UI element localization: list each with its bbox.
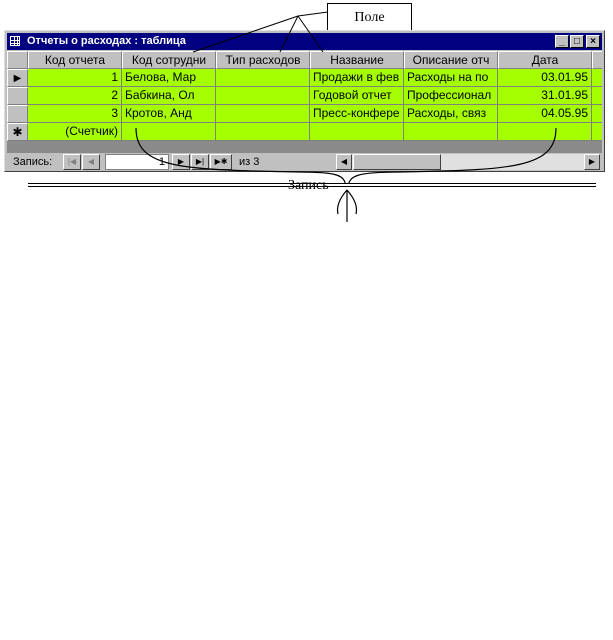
cell-date[interactable]: 04.05.95 bbox=[498, 105, 592, 123]
datasheet-window bbox=[4, 30, 605, 172]
horizontal-scrollbar[interactable] bbox=[336, 154, 600, 170]
corner-selector[interactable] bbox=[7, 51, 28, 69]
window-title: Отчеты о расходах : таблица bbox=[27, 35, 186, 47]
table-icon bbox=[10, 36, 20, 46]
record-label: Запись: bbox=[13, 156, 53, 168]
current-record-input[interactable]: 1 bbox=[105, 154, 169, 170]
row-selector[interactable] bbox=[7, 87, 28, 105]
column-header-description[interactable]: Описание отч bbox=[404, 51, 498, 69]
column-header-overflow bbox=[592, 51, 602, 69]
cell-report-id-autonumber[interactable]: (Счетчик) bbox=[28, 123, 122, 141]
cell-name[interactable] bbox=[310, 123, 404, 141]
minimize-button[interactable]: _ bbox=[555, 35, 569, 48]
cell-date[interactable]: 03.01.95 bbox=[498, 69, 592, 87]
cell-overflow bbox=[592, 105, 602, 123]
datasheet-grid bbox=[7, 51, 602, 153]
record-count bbox=[239, 156, 259, 168]
scroll-left-button[interactable]: ◀ bbox=[336, 154, 352, 170]
record-brace-tail bbox=[347, 190, 357, 214]
scroll-right-button[interactable]: ▶ bbox=[584, 154, 600, 170]
cell-description[interactable]: Расходы на по bbox=[404, 69, 498, 87]
cell-description[interactable]: Профессионал bbox=[404, 87, 498, 105]
scrollbar-thumb[interactable] bbox=[353, 154, 441, 170]
cell-description[interactable] bbox=[404, 123, 498, 141]
record-callout-label: Запись bbox=[288, 178, 329, 193]
row-selector[interactable] bbox=[7, 105, 28, 123]
maximize-button[interactable]: □ bbox=[570, 35, 584, 48]
cell-expense-type[interactable] bbox=[216, 69, 310, 87]
previous-record-button[interactable]: ◀ bbox=[82, 154, 100, 170]
cell-name[interactable]: Пресс-конфере bbox=[310, 105, 404, 123]
cell-date[interactable]: 31.01.95 bbox=[498, 87, 592, 105]
cell-expense-type[interactable] bbox=[216, 105, 310, 123]
cell-overflow bbox=[592, 87, 602, 105]
cell-report-id[interactable]: 2 bbox=[28, 87, 122, 105]
cell-date[interactable] bbox=[498, 123, 592, 141]
column-header-date[interactable]: Дата bbox=[498, 51, 592, 69]
column-header-name[interactable]: Название bbox=[310, 51, 404, 69]
field-pointer-line bbox=[298, 12, 328, 16]
last-record-button[interactable]: ▶| bbox=[191, 154, 209, 170]
record-brace-tail bbox=[337, 190, 347, 214]
cell-overflow bbox=[592, 69, 602, 87]
cell-overflow bbox=[592, 123, 602, 141]
first-record-button[interactable]: |◀ bbox=[63, 154, 81, 170]
cell-name[interactable]: Годовой отчет bbox=[310, 87, 404, 105]
of-label: из bbox=[239, 156, 251, 168]
cell-employee[interactable] bbox=[122, 123, 216, 141]
cell-name[interactable]: Продажи в фев bbox=[310, 69, 404, 87]
total-records: 3 bbox=[253, 156, 260, 168]
close-button[interactable]: × bbox=[586, 35, 600, 48]
cell-expense-type[interactable] bbox=[216, 123, 310, 141]
new-record-button[interactable]: ▶✱ bbox=[210, 154, 232, 170]
new-record-icon[interactable]: ✱ bbox=[7, 123, 28, 141]
current-record-indicator-icon[interactable]: ▶ bbox=[7, 69, 28, 87]
cell-description[interactable]: Расходы, связ bbox=[404, 105, 498, 123]
next-record-button[interactable]: ▶ bbox=[172, 154, 190, 170]
column-header-employee-id[interactable]: Код сотрудни bbox=[122, 51, 216, 69]
cell-employee[interactable]: Кротов, Анд bbox=[122, 105, 216, 123]
column-header-report-id[interactable]: Код отчета bbox=[28, 51, 122, 69]
cell-employee[interactable]: Белова, Мар bbox=[122, 69, 216, 87]
title-bar[interactable] bbox=[7, 33, 602, 50]
column-header-expense-type[interactable]: Тип расходов bbox=[216, 51, 310, 69]
record-navigation-bar bbox=[7, 154, 602, 170]
cell-employee[interactable]: Бабкина, Ол bbox=[122, 87, 216, 105]
cell-report-id[interactable]: 1 bbox=[28, 69, 122, 87]
cell-report-id[interactable]: 3 bbox=[28, 105, 122, 123]
field-callout-label: Поле bbox=[327, 3, 412, 33]
cell-expense-type[interactable] bbox=[216, 87, 310, 105]
